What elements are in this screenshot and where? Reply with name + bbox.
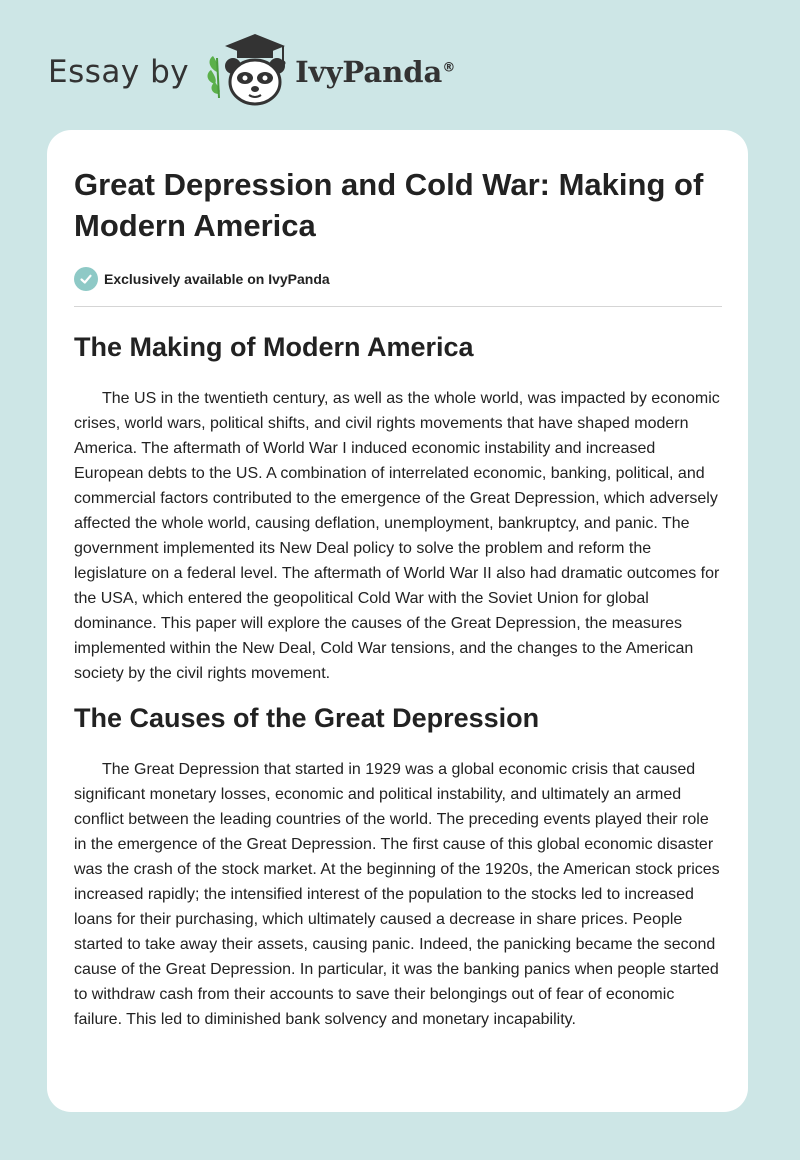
essay-card <box>47 130 748 1112</box>
brand-name: IvyPanda® <box>295 55 456 89</box>
brand-prefix: Essay by <box>48 54 190 90</box>
divider <box>74 306 722 307</box>
registered-mark: ® <box>442 60 456 76</box>
panda-logo-icon <box>203 32 289 113</box>
exclusive-badge <box>74 267 722 291</box>
site-brand[interactable] <box>48 34 455 110</box>
section-paragraph: The US in the twentieth century, as well as the whole world, was impacted by economic crises, world wars, political shifts, and civil rights movements that have shaped modern America. The aftermath of World War I induced economic instability and increased European debts to the US. A combination of interrelated economic, banking, political, and commercial factors contributed to the emergence of the Great Depression, which adversely affected the whole world, causing deflation, unemployment, bankruptcy, and panic. The government implemented its New Deal policy to solve the problem and reform the legislature on a federal level. The aftermath of World War II also had dramatic outcomes for the USA, which entered the geopolitical Cold War with the Soviet Union for global dominance. This paper will explore the causes of the Great Depression, the measures implemented within the New Deal, Cold War tensions, and the changes to the American society by the civil rights movement. <box>74 390 720 682</box>
section-paragraph: The Great Depression that started in 1929 was a global economic crisis that caused significant monetary losses, economic and political instability, and ultimately an armed conflict between the leading countries of the world. The preceding events played their role in the emergence of the Great Depression. The first cause of this global economic disaster was the crash of the stock market. At the beginning of the 1920s, the American stock prices increased rapidly; the intensified interest of the population to the stocks led to increased loans for their purchasing, which ultimately caused a decrease in share prices. People started to take away their assets, causing panic. Indeed, the panicking became the second cause of the Great Depression. In particular, it was the banking panics when people started to withdraw cash from their accounts to save their belongings out of fear of economic failure. This led to diminished bank solvency and monetary incapability. <box>74 761 720 1028</box>
page-title: Great Depression and Cold War: Making of Modern America <box>74 167 704 243</box>
section-heading: The Causes of the Great Depression <box>74 703 540 733</box>
exclusive-label: Exclusively available on IvyPanda <box>104 271 330 287</box>
check-icon <box>74 267 98 291</box>
section-heading: The Making of Modern America <box>74 332 474 362</box>
